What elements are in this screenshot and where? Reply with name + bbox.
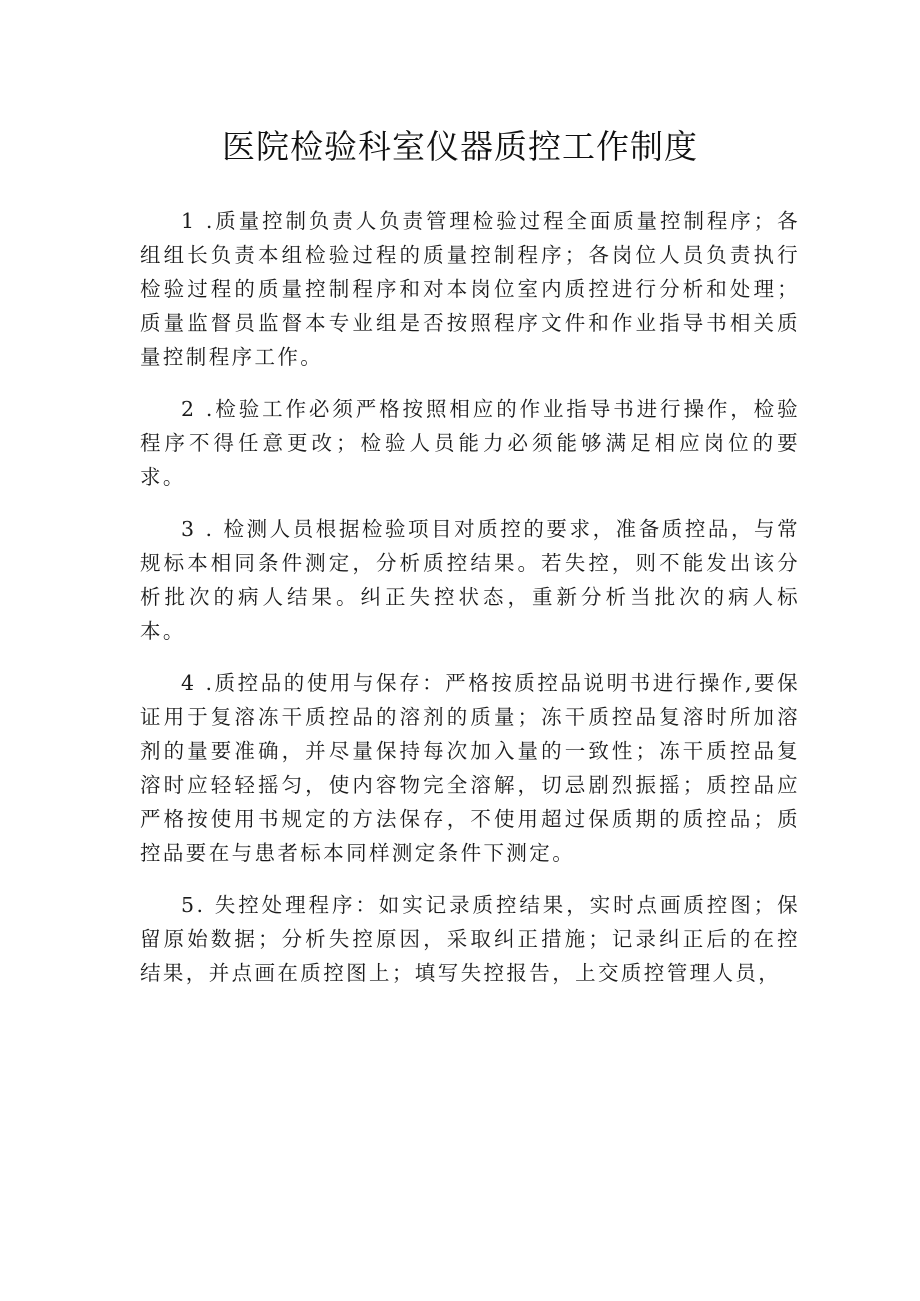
paragraph-5: 5. 失控处理程序：如实记录质控结果，实时点画质控图；保留原始数据；分析失控原因，采取纠正措施；记录纠正后的在控结果，并点画在质控图上；填写失控报告，上交质控管理人员， [140,893,800,985]
paragraph-3: 3 . 检测人员根据检验项目对质控的要求，准备质控品，与常规标本相同条件测定，分析质控结果。若失控，则不能发出该分析批次的病人结果。纠正失控状态，重新分析当批次的病人标本。 [140,517,800,643]
document-title: 医院检验科室仪器质控工作制度 [222,127,698,166]
paragraph-4: 4 .质控品的使用与保存：严格按质控品说明书进行操作,要保证用于复溶冻干质控品的溶剂的质量；冻干质控品复溶时所加溶剂的量要准确，并尽量保持每次加入量的一致性；冻干质控品复溶时应轻轻摇匀，使内容物完全溶解，切忌剧烈振摇；质控品应严格按使用书规定的方法保存，不使用超过保质期的质控品；质控品要在与患者标本同样测定条件下测定。 [140,671,800,865]
document-body [140,204,800,1008]
paragraph-1: 1 .质量控制负责人负责管理检验过程全面质量控制程序；各组组长负责本组检验过程的质量控制程序；各岗位人员负责执行检验过程的质量控制程序和对本岗位室内质控进行分析和处理；质量监督员监督本专业组是否按照程序文件和作业指导书相关质量控制程序工作。 [140,209,800,369]
paragraph-2: 2 .检验工作必须严格按照相应的作业指导书进行操作，检验程序不得任意更改；检验人员能力必须能够满足相应岗位的要求。 [140,397,800,489]
